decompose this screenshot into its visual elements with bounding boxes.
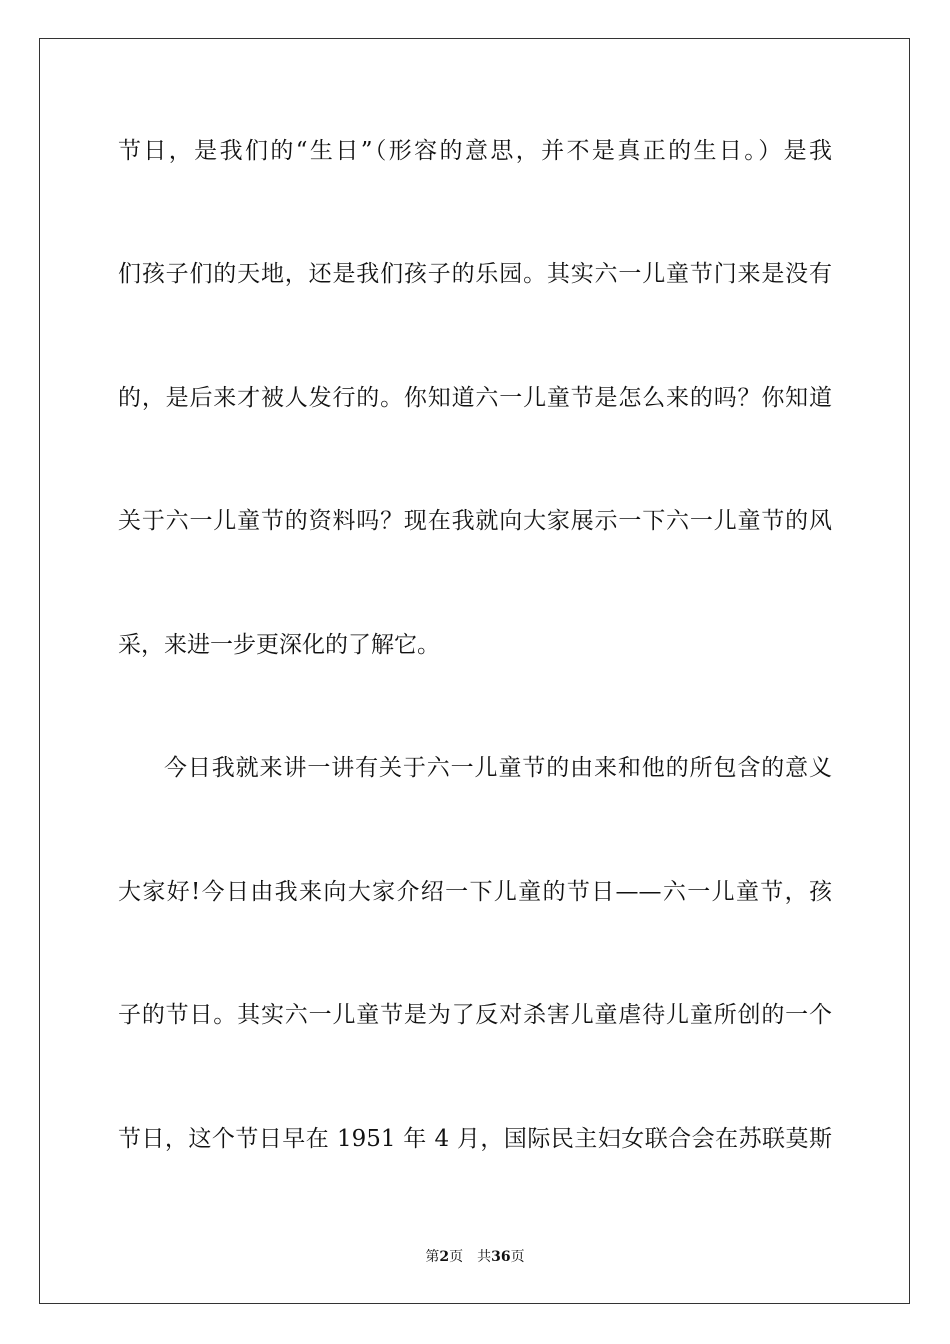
text-line-8: 子的节日。其实六一儿童节是为了反对杀害儿童虐待儿童所创的一个	[118, 1002, 832, 1028]
footer-total-suffix: 页	[510, 1249, 525, 1265]
footer-page-number: 2	[439, 1249, 450, 1265]
text-line-3: 的，是后来才被人发行的。你知道六一儿童节是怎么来的吗？你知道	[118, 385, 832, 411]
text-line-4: 关于六一儿童节的资料吗？现在我就向大家展示一下六一儿童节的风	[118, 508, 832, 534]
text-line-7: 大家好!今日由我来向大家介绍一下儿童的节日——六一儿童节，孩	[118, 879, 832, 905]
text-line-2: 们孩子们的天地，还是我们孩子的乐园。其实六一儿童节门来是没有	[118, 261, 832, 287]
footer-page-prefix: 第	[425, 1249, 440, 1265]
text-line-9: 节日，这个节日早在 1951 年 4 月，国际民主妇女联合会在苏联莫斯	[118, 1126, 832, 1152]
page-footer	[0, 1248, 950, 1266]
footer-total-pages: 36	[491, 1249, 511, 1265]
footer-page-suffix: 页	[449, 1249, 464, 1265]
text-line-5: 采，来进一步更深化的了解它。	[118, 632, 440, 658]
page-frame	[39, 38, 910, 1304]
paragraph-heading-line: 今日我就来讲一讲有关于六一儿童节的由来和他的所包含的意义	[164, 755, 832, 781]
footer-total-prefix: 共	[477, 1249, 492, 1265]
text-line-1: 节日，是我们的“生日”（形容的意思，并不是真正的生日。）是我	[118, 138, 832, 164]
